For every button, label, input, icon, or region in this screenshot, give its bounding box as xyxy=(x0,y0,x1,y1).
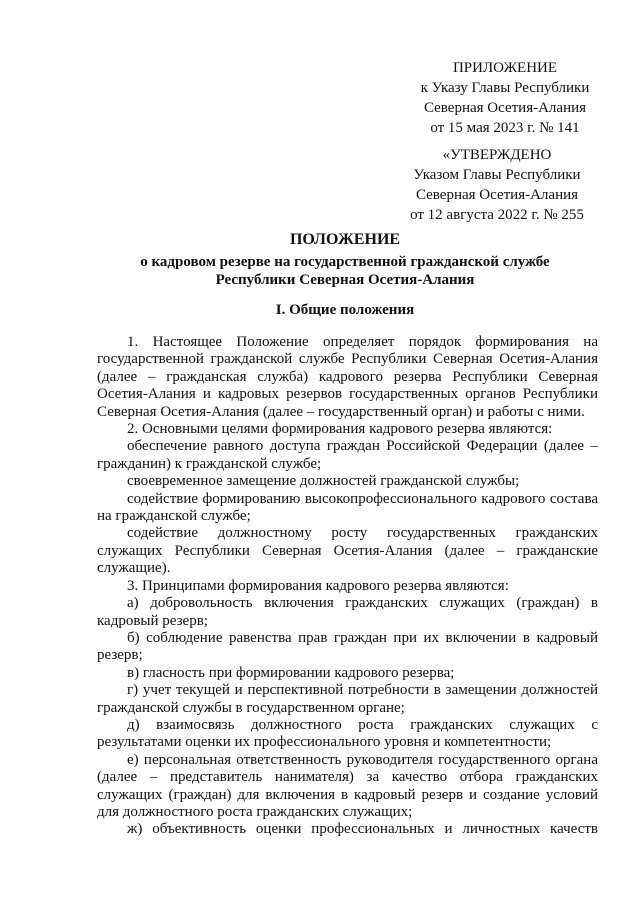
approved-date: от 12 августа 2022 г. № 255 xyxy=(410,207,584,223)
paragraph: г) учет текущей и перспективной потребности в замещении должностей гражданской службы в государственном органе; xyxy=(97,682,598,716)
paragraph: 1. Настоящее Положение определяет порядок формирования на государственной гражданской службе Республики Северная Осетия-Алания (далее – гражданская служба) кадрового резерва Республики Северная Осетия-Алания и кадровых резервов государственных органов Республики Северная Осетия-Алания (далее – государственный орган) и работы с ними. xyxy=(97,334,598,420)
body-text xyxy=(97,334,598,839)
paragraph: обеспечение равного доступа граждан Российской Федерации (далее – гражданин) к гражданской службе; xyxy=(97,438,598,472)
paragraph: содействие формированию высокопрофессионального кадрового состава на гражданской службе; xyxy=(97,490,598,525)
appendix-line: Северная Осетия-Алания xyxy=(423,100,587,116)
document-title xyxy=(95,231,595,289)
paragraph: 2. Основными целями формирования кадрового резерва являются: xyxy=(127,421,553,438)
appendix-block xyxy=(405,58,605,138)
approved-line: Указом Главы Республики xyxy=(413,167,581,183)
paragraph: 3. Принципами формирования кадрового резерва являются: xyxy=(127,577,509,594)
appendix-line: к Указу Главы Республики xyxy=(420,80,590,96)
appendix-date: от 15 мая 2023 г. № 141 xyxy=(430,120,580,136)
paragraph: а) добровольность включения гражданских служащих (граждан) в кадровый резерв; xyxy=(97,595,598,629)
paragraph: д) взаимосвязь должностного роста гражданских служащих с результатами оценки их профессионального уровня и компетентности; xyxy=(97,716,598,751)
paragraph: ж) объективность оценки профессиональных и личностных качеств xyxy=(127,821,598,838)
approved-label: «УТВЕРЖДЕНО xyxy=(442,147,552,163)
title-subtitle-line: о кадровом резерве на государственной гражданской службе xyxy=(140,254,550,270)
approved-block xyxy=(388,145,606,225)
paragraph: своевременное замещение должностей гражданской службы; xyxy=(127,473,520,490)
paragraph: е) персональная ответственность руководителя государственного органа (далее – представитель нанимателя) за качество отбора гражданских служащих (граждан) для включения в кадровый резерв и создание условий для должностного роста гражданских служащих; xyxy=(97,751,598,820)
paragraph: в) гласность при формировании кадрового резерва; xyxy=(127,664,455,681)
appendix-label: ПРИЛОЖЕНИЕ xyxy=(452,60,558,76)
title-subtitle-line: Республики Северная Осетия-Алания xyxy=(215,272,475,288)
paragraph: б) соблюдение равенства прав граждан при их включении в кадровый резерв; xyxy=(97,629,598,664)
approved-line: Северная Осетия-Алания xyxy=(415,187,579,203)
section-heading: I. Общие положения xyxy=(275,302,415,318)
title-main: ПОЛОЖЕНИЕ xyxy=(289,231,401,248)
paragraph: содействие должностному росту государственных гражданских служащих Республики Северная Осетия-Алания (далее – гражданские служащие). xyxy=(97,525,598,577)
